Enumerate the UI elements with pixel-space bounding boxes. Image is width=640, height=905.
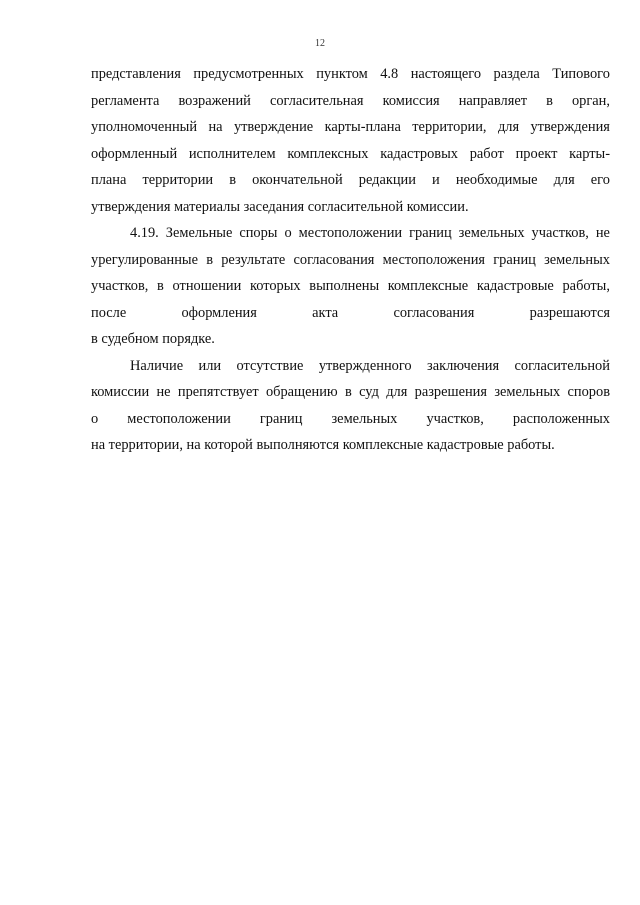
- word: проект: [515, 145, 558, 162]
- word: или: [198, 357, 222, 374]
- word: представления: [91, 66, 181, 82]
- text-line: [91, 167, 610, 194]
- word: отсутствие: [236, 357, 304, 374]
- word: комплексные: [387, 278, 469, 294]
- word: и: [432, 172, 440, 188]
- word: препятствует: [177, 384, 259, 400]
- text-line: [91, 379, 610, 406]
- word: оформления: [181, 304, 257, 321]
- word: пунктом: [316, 66, 368, 82]
- word: земельных: [544, 251, 610, 268]
- word: после: [91, 304, 127, 321]
- word: Наличие: [130, 357, 184, 374]
- word: согласительная: [269, 92, 364, 109]
- word: раздела: [493, 66, 540, 82]
- word: отношении: [172, 278, 242, 294]
- word: утверждение: [233, 119, 314, 135]
- word: заключения: [427, 357, 500, 374]
- word: местоположении: [298, 225, 403, 241]
- word: границ: [259, 410, 303, 427]
- word: карты-: [569, 145, 610, 162]
- word: 4.19.: [130, 225, 159, 241]
- word: земельных: [331, 410, 398, 427]
- word: земельных: [458, 225, 525, 241]
- word: расположенных: [512, 410, 610, 427]
- word: территории,: [412, 119, 487, 135]
- word: Земельные: [165, 225, 233, 241]
- word: участков,: [91, 278, 149, 294]
- word: границ: [493, 251, 536, 268]
- word: редакции: [358, 172, 416, 188]
- word: работы,: [562, 278, 610, 294]
- word: на: [208, 119, 223, 135]
- text-line: [91, 61, 610, 88]
- word: уполномоченный: [91, 119, 198, 135]
- word: суд: [359, 384, 379, 400]
- word: комиссии: [91, 384, 150, 400]
- word: его: [590, 172, 610, 188]
- word: земельных: [494, 384, 561, 400]
- word: комплексных: [287, 145, 369, 162]
- word: не: [595, 225, 610, 241]
- word: выполнены: [309, 278, 380, 294]
- word: урегулированные: [91, 251, 198, 268]
- word: комиссия: [382, 92, 440, 109]
- word: не: [156, 384, 171, 400]
- word: в: [206, 251, 213, 268]
- word: о: [284, 225, 292, 241]
- word: для: [386, 384, 408, 400]
- word: для: [553, 172, 575, 188]
- word: в: [546, 92, 553, 109]
- word: согласования: [293, 251, 375, 268]
- word: необходимые: [455, 172, 538, 188]
- word: разрешения: [414, 384, 487, 400]
- paragraph-continuation: [91, 61, 610, 220]
- word: регламента: [91, 92, 160, 109]
- word: направляет: [458, 92, 527, 109]
- word: местоположения: [382, 251, 486, 268]
- page-number: 12: [315, 38, 325, 49]
- word: акта: [312, 304, 339, 321]
- text-line: [91, 406, 610, 433]
- word: возражений: [178, 92, 251, 109]
- word: оформленный: [91, 145, 178, 162]
- word: участков,: [531, 225, 589, 241]
- word: в: [344, 384, 352, 400]
- text-line: в судебном порядке.: [91, 331, 215, 347]
- word: о: [91, 410, 99, 427]
- word: Типового: [552, 66, 610, 82]
- word: согласования: [393, 304, 475, 321]
- text-line: на территории, на которой выполняются комплексные кадастровые работы.: [91, 437, 555, 453]
- document-body: [91, 61, 610, 459]
- paragraph-commission-conclusion: [91, 353, 610, 459]
- word: для: [497, 119, 520, 135]
- text-line: [91, 88, 610, 115]
- text-line: [91, 300, 610, 327]
- word: утвержденного: [318, 357, 412, 374]
- word: предусмотренных: [193, 66, 304, 82]
- word: плана: [91, 172, 127, 188]
- word: территории: [142, 172, 214, 188]
- word: которых: [249, 278, 301, 294]
- text-line: [91, 247, 610, 274]
- word: орган,: [571, 92, 610, 109]
- word: обращению: [265, 384, 338, 400]
- word: в: [157, 278, 164, 294]
- word: исполнителем: [188, 145, 276, 162]
- word: карты-плана: [324, 119, 401, 135]
- word: работ: [469, 145, 504, 162]
- text-line: [91, 273, 610, 300]
- text-line: утверждения материалы заседания согласительной комиссии.: [91, 198, 469, 215]
- word: утверждения: [530, 119, 610, 135]
- word: границ: [409, 225, 452, 241]
- word: участков,: [426, 410, 484, 427]
- word: 4.8: [380, 66, 399, 82]
- word: результате: [221, 251, 286, 268]
- word: местоположении: [127, 410, 231, 427]
- word: кадастровые: [476, 278, 554, 294]
- text-line: [91, 220, 610, 247]
- word: споров: [567, 384, 610, 400]
- word: споры: [239, 225, 278, 241]
- text-line: [91, 353, 610, 380]
- text-line: [91, 141, 610, 168]
- text-line: [91, 114, 610, 141]
- word: согласительной: [514, 357, 610, 374]
- word: настоящего: [410, 66, 482, 82]
- word: кадастровых: [380, 145, 458, 162]
- paragraph-clause-4-19: [91, 220, 610, 353]
- word: в: [229, 172, 236, 188]
- word: окончательной: [252, 172, 343, 188]
- word: разрешаются: [529, 304, 610, 321]
